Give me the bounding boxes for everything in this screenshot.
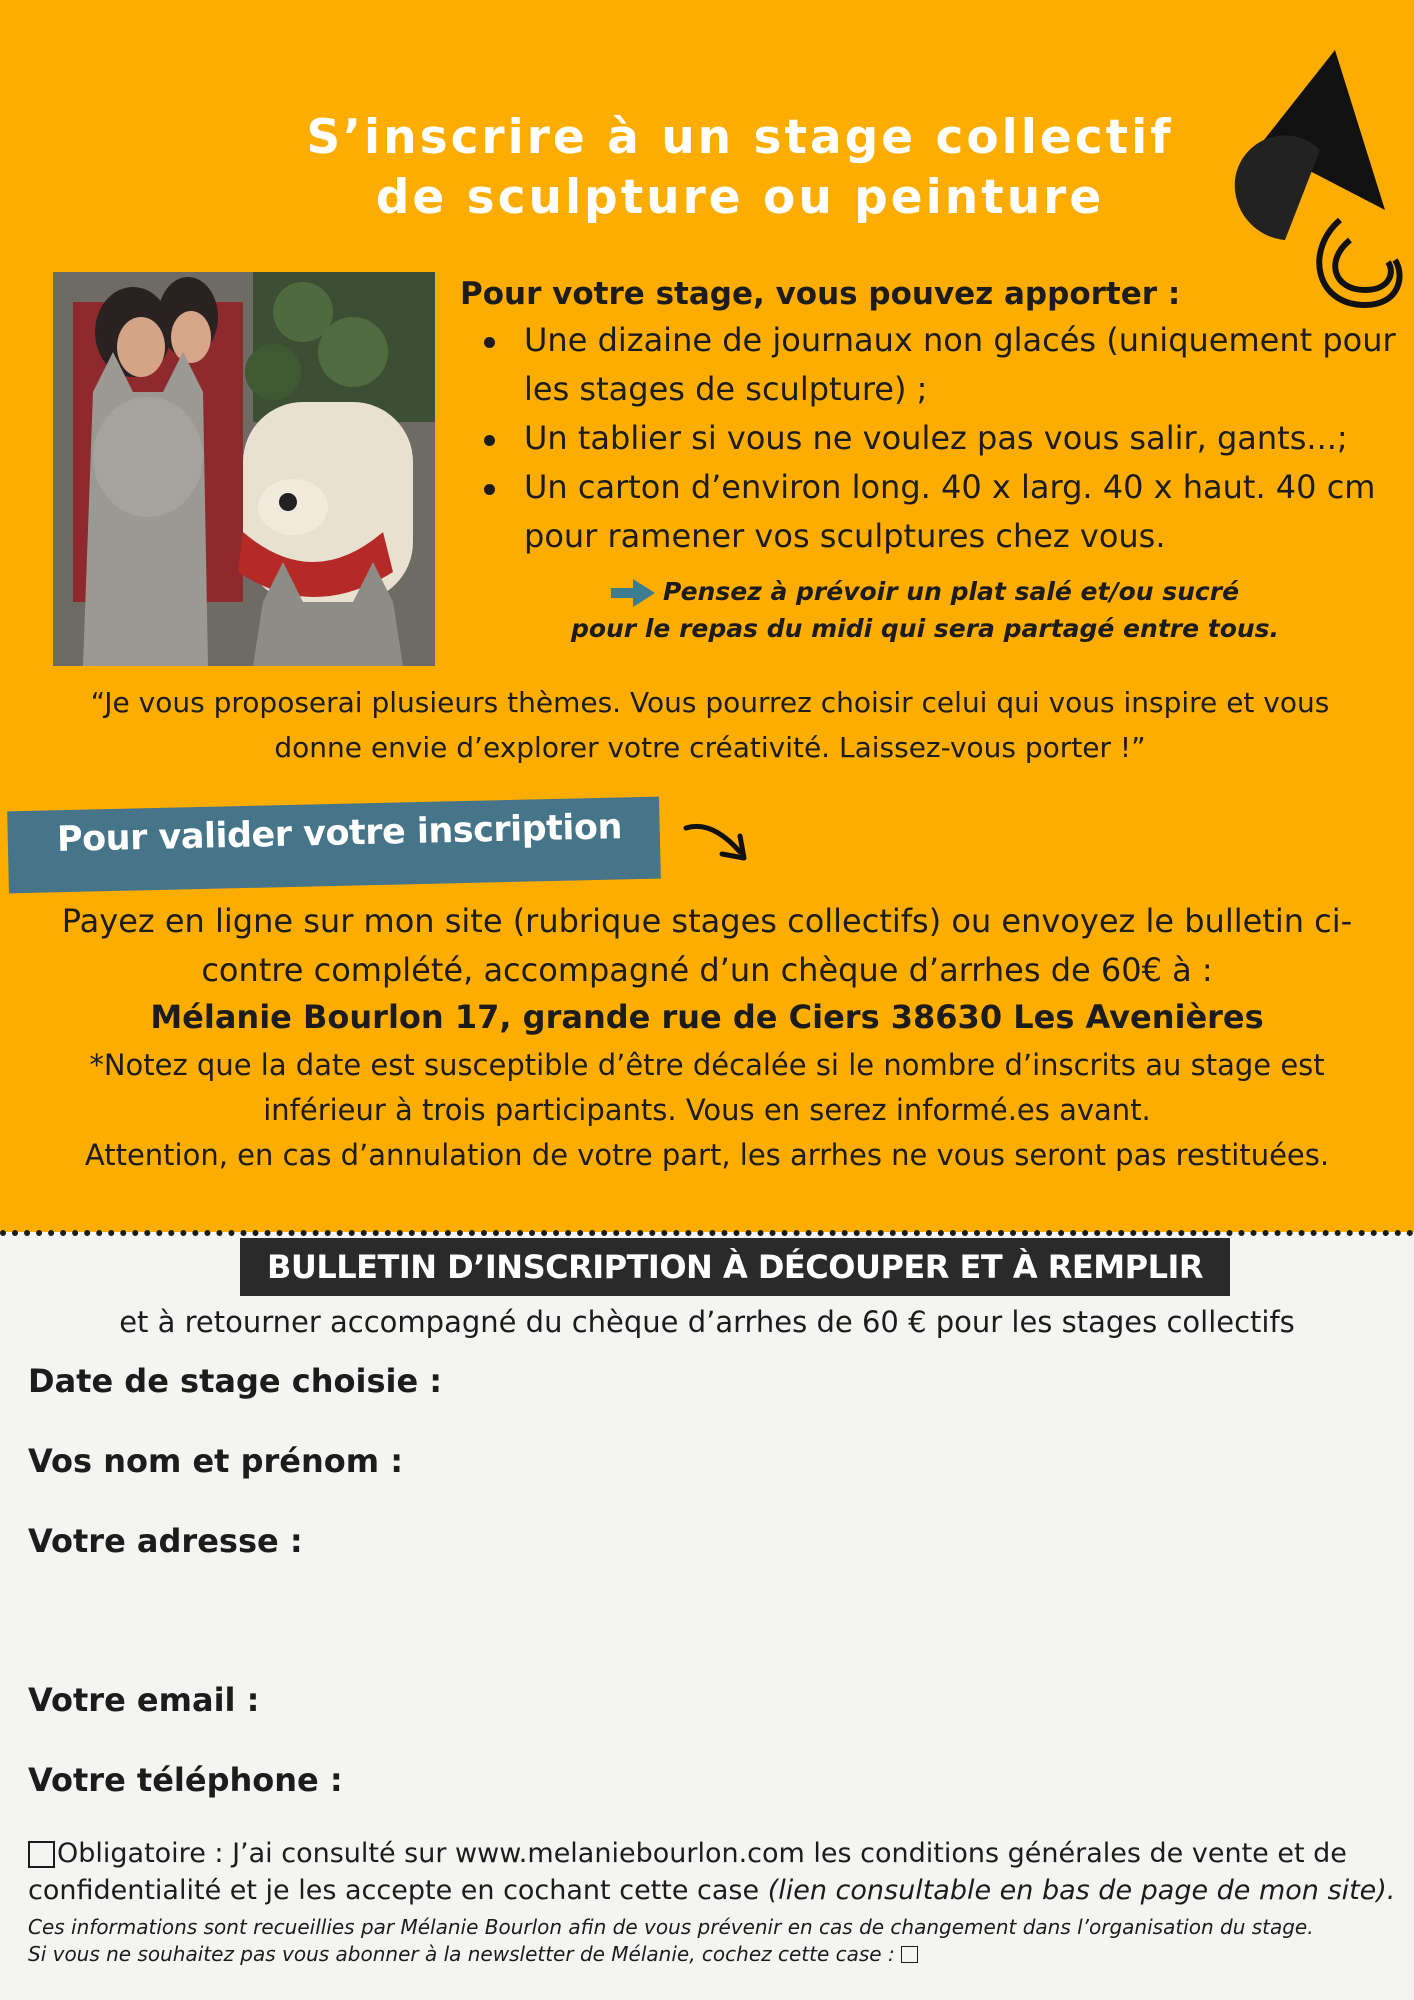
terms-link-note: (lien consultable en bas de page de mon site). — [767, 1875, 1396, 1906]
list-item: Un carton d’environ long. 40 x larg. 40 x haut. 40 cm pour ramener vos sculptures chez vous. — [460, 463, 1400, 561]
field-email[interactable]: Votre email : — [28, 1681, 260, 1719]
field-name[interactable]: Vos nom et prénom : — [28, 1442, 404, 1480]
title-line-2: de sculpture ou peinture — [375, 170, 1105, 225]
reminder-line-2: pour le repas du midi qui sera partagé entre tous. — [570, 614, 1280, 643]
mailing-address: Mélanie Bourlon 17, grande rue de Ciers 38630 Les Avenières — [150, 998, 1264, 1036]
terms-text: Obligatoire : J’ai consulté sur www.melaniebourlon.com les conditions générales de vente et de confidentialité et je les accepte en cochant cette case — [28, 1838, 1347, 1906]
title-line-1: S’inscrire à un stage collectif — [306, 110, 1174, 165]
terms-consent — [28, 1835, 1398, 1909]
what-to-bring-section — [460, 272, 1400, 561]
note-line-2: Attention, en cas d’annulation de votre part, les arrhes ne vous seront pas restituées. — [84, 1138, 1330, 1172]
privacy-notice — [28, 1914, 1398, 1968]
cancellation-note — [50, 1043, 1364, 1178]
validation-banner-label: Pour valider votre inscription — [56, 807, 623, 860]
privacy-line-2: Si vous ne souhaitez pas vous abonner à la newsletter de Mélanie, cochez cette case : — [28, 1942, 895, 1966]
terms-checkbox[interactable] — [28, 1841, 55, 1868]
list-item: Une dizaine de journaux non glacés (uniquement pour les stages de sculpture) ; — [460, 316, 1400, 414]
what-to-bring-list — [460, 316, 1400, 561]
bulletin-title: BULLETIN D’INSCRIPTION À DÉCOUPER ET À REMPLIR — [240, 1238, 1230, 1296]
payment-instructions: Payez en ligne sur mon site (rubrique stages collectifs) ou envoyez le bulletin ci-contre complété, accompagné d’un chèque d’arrhes de 60€ à : — [61, 902, 1353, 989]
lunch-reminder — [500, 573, 1350, 647]
list-item: Un tablier si vous ne voulez pas vous salir, gants...; — [460, 414, 1400, 463]
privacy-line-1: Ces informations sont recueillies par Mélanie Bourlon afin de vous prévenir en cas de changement dans l’organisation du stage. — [28, 1915, 1314, 1939]
cut-line — [0, 1230, 1414, 1236]
what-to-bring-heading: Pour votre stage, vous pouvez apporter : — [460, 276, 1181, 312]
teacher-quote: “Je vous proposerai plusieurs thèmes. Vous pourrez choisir celui qui vous inspire et vous donne envie d’explorer votre créativité. Laissez-vous porter !” — [90, 686, 1330, 764]
arrow-right-icon — [611, 579, 655, 607]
note-line-1: *Notez que la date est susceptible d’être décalée si le nombre d’inscrits au stage est inférieur à trois participants. Vous en serez informé.es avant. — [89, 1048, 1325, 1127]
field-phone[interactable]: Votre téléphone : — [28, 1761, 343, 1799]
field-stage-date[interactable]: Date de stage choisie : — [28, 1362, 443, 1400]
newsletter-optout-checkbox[interactable] — [901, 1946, 918, 1963]
page-title — [160, 108, 1320, 228]
sculpture-photo — [53, 272, 435, 666]
reminder-line-1: Pensez à prévoir un plat salé et/ou sucré — [662, 577, 1240, 606]
field-address[interactable]: Votre adresse : — [28, 1522, 303, 1560]
curved-arrow-icon — [682, 818, 752, 868]
bulletin-subtitle: et à retourner accompagné du chèque d’arrhes de 60 € pour les stages collectifs — [119, 1305, 1295, 1339]
